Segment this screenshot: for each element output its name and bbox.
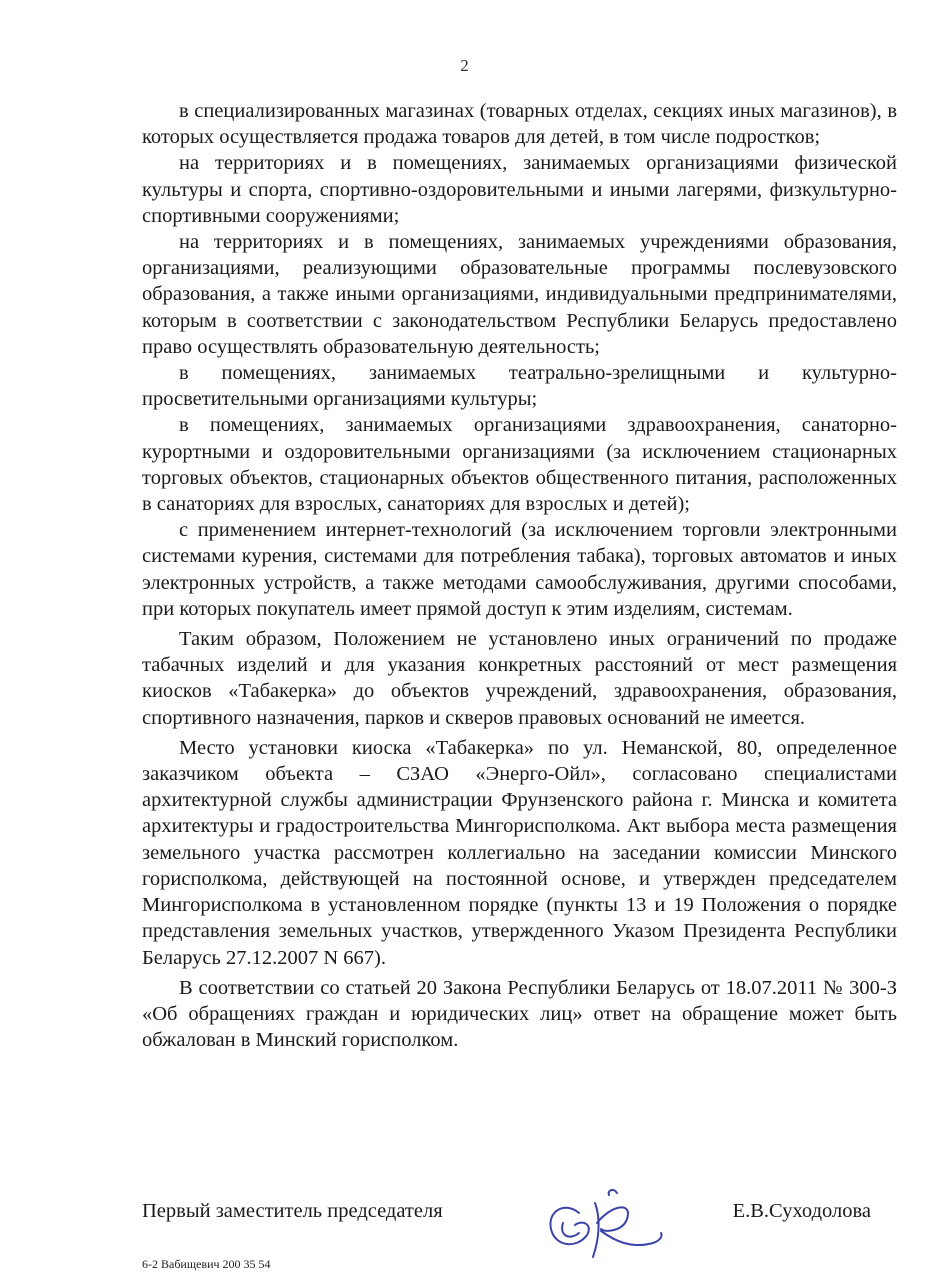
- paragraph-internet-technologies: с применением интернет-технологий (за исключением торговли электронными системами курения, системами для потребления табака), торговых автоматов и иных электронных устройств, а также методами самообслуживания, другими способами, при которых покупатель имеет прямой доступ к этим изделиям, системам.: [142, 519, 897, 620]
- paragraph-healthcare-organizations: в помещениях, занимаемых организациями здравоохранения, санаторно-курортными и оздоровительными организациями (за исключением стационарных торговых объектов, стационарных объектов общественного питания, расположенных в санаториях для взрослых, санаториях для взрослых и детей);: [142, 414, 897, 516]
- paragraph-appeal-rights: В соответствии со статьей 20 Закона Республики Беларусь от 18.07.2011 № 300-З «Об обращениях граждан и юридических лиц» ответ на обращение может быть обжалован в Минский горисполком.: [142, 976, 897, 1052]
- executor-footer: 6-2 Вабищевич 200 35 54: [142, 1257, 271, 1271]
- paragraph-conclusion: Таким образом, Положением не установлено иных ограничений по продаже табачных изделий и для указания конкретных расстояний от мест размещения киосков «Табакерка» до объектов учреждений, здравоохранения, образования, спортивного назначения, парков и скверов правовых оснований не имеется.: [142, 628, 897, 729]
- handwritten-signature: [535, 1183, 675, 1268]
- paragraph-education-institutions: на территориях и в помещениях, занимаемых учреждениями образования, организациями, реализующими образовательные программы послевузовского образования, а также иными организациями, индивидуальными предпринимателями, которым в соответствии с законодательством Республики Беларусь предоставлено право осуществлять образовательную деятельность;: [142, 231, 897, 358]
- paragraph-kiosk-location: Место установки киоска «Табакерка» по ул. Неманской, 80, определенное заказчиком объекта – СЗАО «Энерго-Ойл», согласовано специалистами архитектурной службы администрации Фрунзенского района г. Минска и комитета архитектуры и градостроительства Мингорисполкома. Акт выбора места размещения земельного участка рассмотрен коллегиально на заседании комиссии Минского горисполкома, действующей на постоянной основе, и утвержден председателем Мингорисполкома в установленном порядке (пункты 13 и 19 Положения о порядке представления земельных участков, утвержденного Указом Президента Республики Беларусь 27.12.2007 N 667).: [142, 736, 897, 969]
- paragraph-sports-organizations: на территориях и в помещениях, занимаемых организациями физической культуры и спорта, спортивно-оздоровительными и иными лагерями, физкультурно-спортивными сооружениями;: [142, 152, 897, 227]
- paragraph-specialized-shops: в специализированных магазинах (товарных отделах, секциях иных магазинов), в которых осуществляется продажа товаров для детей, в том числе подростков;: [142, 100, 897, 149]
- signatory-name: Е.В.Суходолова: [732, 1200, 871, 1222]
- signatory-title: Первый заместитель председателя: [142, 1200, 443, 1222]
- paragraph-culture-organizations: в помещениях, занимаемых театрально-зрелищными и культурно-просветительными организациями культуры;: [142, 362, 897, 411]
- letter-body: [142, 98, 897, 1053]
- page-number: 2: [460, 56, 469, 75]
